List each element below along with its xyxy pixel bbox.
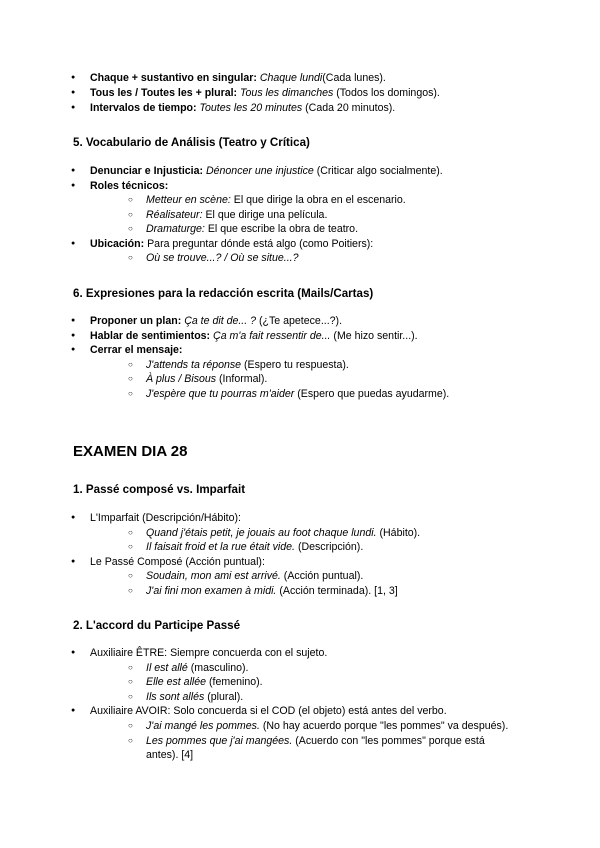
sub-list-item: ○ Elle est allée (femenino). <box>146 675 263 689</box>
sub-list-item-continuation: antes). [4] <box>146 749 194 761</box>
list-item: ● Cerrar el mensaje: <box>90 343 182 357</box>
section-heading: 6. Expresiones para la redacción escrita (Mails/Cartas) <box>73 287 374 300</box>
list-item: ● L'Imparfait (Descripción/Hábito): <box>90 511 241 525</box>
sub-list-item: ○ Où se trouve...? / Où se situe...? <box>146 251 299 265</box>
sub-list-item: ○ Soudain, mon ami est arrivé. (Acción puntual). <box>146 569 363 583</box>
list-item: ● Auxiliaire AVOIR: Solo concuerda si el COD (el objeto) está antes del verbo. <box>90 704 447 718</box>
sub-list-item: ○ Ils sont allés (plural). <box>146 690 243 704</box>
sub-list-item: ○ Il est allé (masculino). <box>146 661 248 675</box>
list-item: ● Intervalos de tiempo: Toutes les 20 minutes (Cada 20 minutos). <box>90 101 395 115</box>
list-item: ● Denunciar e Injusticia: Dénoncer une injustice (Criticar algo socialmente). <box>90 164 443 178</box>
sub-list-item: ○ Metteur en scène: El que dirige la obra en el escenario. <box>146 193 406 207</box>
page-title: EXAMEN DIA 28 <box>73 443 188 460</box>
list-item: ● Hablar de sentimientos: Ça m'a fait ressentir de... (Me hizo sentir...). <box>90 329 418 343</box>
list-item: ● Chaque + sustantivo en singular: Chaque lundi(Cada lunes). <box>90 71 386 85</box>
section-heading: 2. L'accord du Participe Passé <box>73 619 241 632</box>
sub-list-item: ○ Il faisait froid et la rue était vide. (Descripción). <box>146 540 363 554</box>
sub-list-item: ○ Les pommes que j'ai mangées. (Acuerdo con "les pommes" porque está <box>146 734 485 748</box>
sub-list-item: ○ À plus / Bisous (Informal). <box>146 372 267 386</box>
list-item: ● Tous les / Toutes les + plural: Tous les dimanches (Todos los domingos). <box>90 86 440 100</box>
sub-list-item: ○ J'ai mangé les pommes. (No hay acuerdo porque "les pommes" va después). <box>146 719 508 733</box>
sub-list-item: ○ J'ai fini mon examen à midi. (Acción terminada). [1, 3] <box>146 584 398 598</box>
section-heading: 1. Passé composé vs. Imparfait <box>73 483 246 496</box>
sub-list-item: ○ Quand j'étais petit, je jouais au foot chaque lundi. (Hábito). <box>146 526 420 540</box>
list-item: ● Auxiliaire ÊTRE: Siempre concuerda con el sujeto. <box>90 646 327 660</box>
sub-list-item: ○ Dramaturge: El que escribe la obra de teatro. <box>146 222 358 236</box>
sub-list-item: ○ J'espère que tu pourras m'aider (Espero que puedas ayudarme). <box>146 387 449 401</box>
list-item: ● Ubicación: Para preguntar dónde está algo (como Poitiers): <box>90 237 373 251</box>
sub-list-item: ○ J'attends ta réponse (Espero tu respuesta). <box>146 358 349 372</box>
list-item: ● Roles técnicos: <box>90 179 168 193</box>
section-heading: 5. Vocabulario de Análisis (Teatro y Crítica) <box>73 136 310 149</box>
list-item: ● Le Passé Composé (Acción puntual): <box>90 555 265 569</box>
sub-list-item: ○ Réalisateur: El que dirige una película. <box>146 208 327 222</box>
list-item: ● Proponer un plan: Ça te dit de... ? (¿Te apetece...?). <box>90 314 342 328</box>
